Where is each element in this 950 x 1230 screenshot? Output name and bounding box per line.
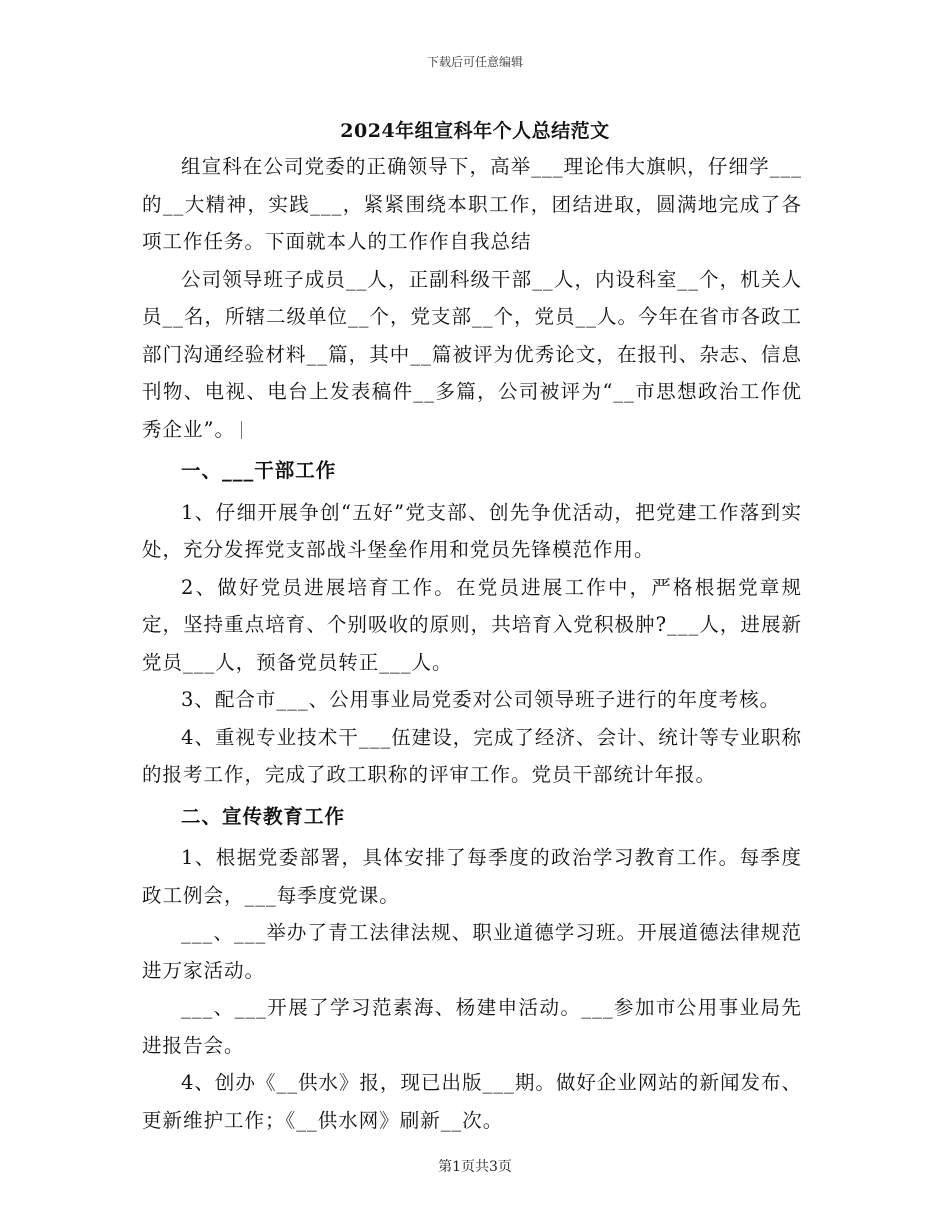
paragraph-publicity-3: ___、___开展了学习范素海、杨建申活动。___参加市公用事业局先进报告会。: [142, 996, 802, 1057]
paragraph-intro: 组宣科在公司党委的正确领导下，高举___理论伟大旗帜，仔细学___的__大精神，实践___，紧紧围绕本职工作，团结进取，圆满地完成了各项工作任务。下面就本人的工作作自我总结: [142, 155, 802, 253]
paragraph-cadre-4: 4、重视专业技术干___伍建设，完成了经济、会计、统计等专业职称的报考工作，完成了政工职称的评审工作。党员干部统计年报。: [142, 725, 802, 786]
document-title: 2024年组宣科年个人总结范文: [340, 120, 610, 142]
paragraph-publicity-2: ___、___举办了青工法律法规、职业道德学习班。开展道德法律规范进万家活动。: [142, 921, 802, 982]
paragraph-overview-text: 公司领导班子成员__人，正副科级干部__人，内设科室__个，机关人员__名，所辖二级单位__个，党支部__个，党员__人。今年在省市各政工部门沟通经验材料__篇，其中__篇被评为优秀论文，在报刊、杂志、信息刊物、电视、电台上发表稿件__多篇，公司被评为“__市思想政治工作优秀企业”。: [142, 267, 803, 441]
paragraph-publicity-4: 4、创办《__供水》报，现已出版___期。做好企业网站的新闻发布、更新维护工作；《__供水网》刷新__次。: [142, 1071, 802, 1132]
paragraph-overview: [142, 261, 802, 449]
paragraph-cadre-1: 1、仔细开展争创“五好”党支部、创先争优活动，把党建工作落到实处，充分发挥党支部战斗堡垒作用和党员先锋模范作用。: [142, 500, 802, 561]
section-heading-publicity: 二、宣传教育工作: [181, 804, 346, 828]
document-body: [142, 148, 802, 1139]
paragraph-publicity-1: 1、根据党委部署，具体安排了每季度的政治学习教育工作。每季度政工例会，___每季度党课。: [142, 846, 802, 907]
section-heading-cadre-work: 一、___干部工作: [181, 459, 337, 482]
paragraph-cadre-3: 3、配合市___、公用事业局党委对公司领导班子进行的年度考核。: [181, 688, 781, 711]
header-note: 下载后可任意编辑: [426, 55, 523, 69]
page-footer: 第1页共3页: [438, 1159, 512, 1175]
paragraph-cadre-2: 2、做好党员进展培育工作。在党员进展工作中，严格根据党章规定，坚持重点培育、个别吸收的原则，共培育入党积极肿?___人，进展新党员___人，预备党员转正___人。: [142, 575, 802, 674]
text-cursor: [241, 421, 242, 439]
